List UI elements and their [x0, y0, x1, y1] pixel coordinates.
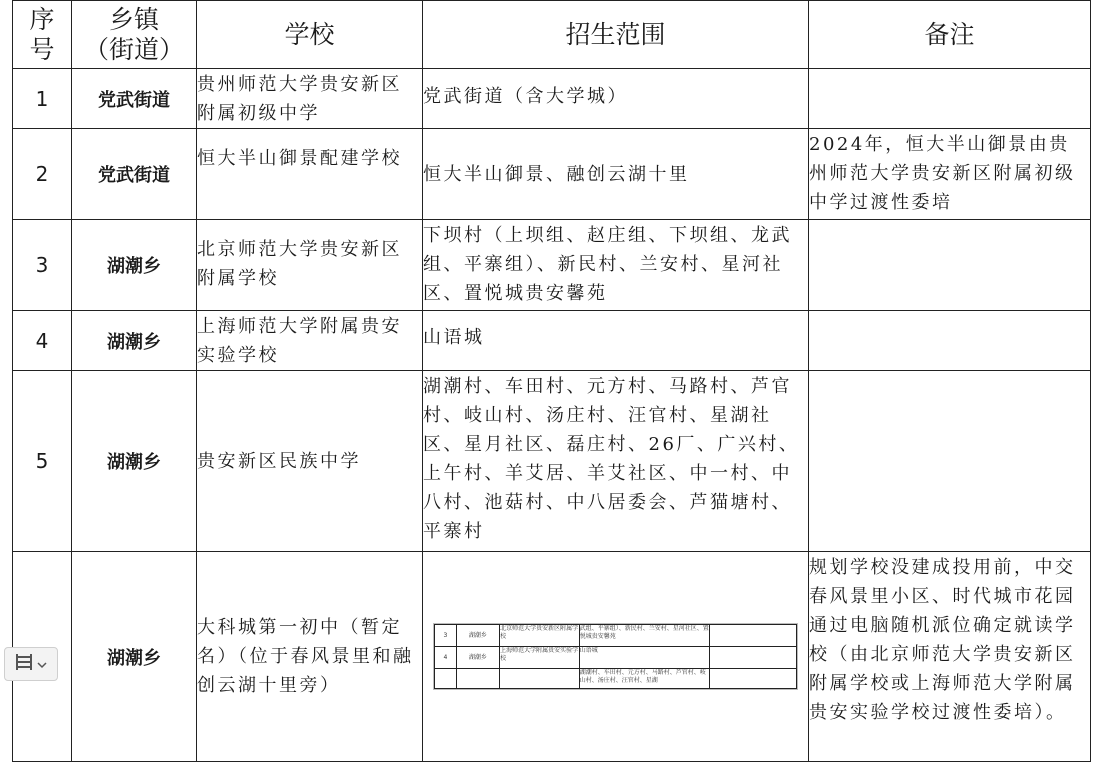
- list-icon: [15, 653, 33, 676]
- embedded-note: [710, 669, 797, 689]
- town-cell: 湖潮乡: [72, 552, 197, 762]
- embedded-table-image: [433, 623, 798, 690]
- seq-cell: 5: [13, 371, 72, 552]
- embedded-range: 武组、平寨组）、新民村、兰安村、星河社区、置悦城贵安馨苑: [579, 625, 709, 647]
- embedded-note: [710, 625, 797, 647]
- range-cell: [423, 552, 809, 762]
- seq-cell: 1: [13, 69, 72, 129]
- school-cell: 恒大半山御景配建学校: [197, 129, 423, 220]
- embedded-school: 上海师范大学附属贵安实验学校: [500, 647, 580, 669]
- table-row: [13, 69, 1091, 129]
- embedded-town: 湖潮乡: [456, 625, 499, 647]
- header-seq: 序 号: [13, 1, 72, 69]
- seq-cell: 3: [13, 220, 72, 311]
- embedded-town: [456, 669, 499, 689]
- header-range: 招生范围: [423, 1, 809, 69]
- embedded-school: 北京师范大学贵安新区附属学校: [500, 625, 580, 647]
- chevron-down-icon: [37, 654, 47, 675]
- embedded-note: [710, 647, 797, 669]
- header-note: 备注: [809, 1, 1091, 69]
- table-row: [13, 371, 1091, 552]
- school-cell: 贵安新区民族中学: [197, 371, 423, 552]
- header-town: 乡镇 （街道）: [72, 1, 197, 69]
- note-cell: [809, 69, 1091, 129]
- school-cell: 大科城第一初中（暂定名）（位于春风景里和融创云湖十里旁）: [197, 552, 423, 762]
- embedded-town: 湖潮乡: [456, 647, 499, 669]
- town-cell: 党武街道: [72, 129, 197, 220]
- embedded-seq: [435, 669, 457, 689]
- floating-menu-control[interactable]: [4, 647, 58, 681]
- enrollment-table: [12, 0, 1091, 762]
- seq-cell: 4: [13, 311, 72, 371]
- embedded-range: 山语城: [579, 647, 709, 669]
- seq-cell: 2: [13, 129, 72, 220]
- range-cell: 山语城: [423, 311, 809, 371]
- town-cell: 湖潮乡: [72, 311, 197, 371]
- table-row: [13, 311, 1091, 371]
- range-cell: 下坝村（上坝组、赵庄组、下坝组、龙武组、平寨组）、新民村、兰安村、星河社区、置悦城贵安馨苑: [423, 220, 809, 311]
- range-cell: 党武街道（含大学城）: [423, 69, 809, 129]
- table-row: [13, 129, 1091, 220]
- embedded-seq: 4: [435, 647, 457, 669]
- table-row: [13, 552, 1091, 762]
- header-school: 学校: [197, 1, 423, 69]
- town-cell: 党武街道: [72, 69, 197, 129]
- town-cell: 湖潮乡: [72, 220, 197, 311]
- note-cell: [809, 311, 1091, 371]
- note-cell: 规划学校没建成投用前，中交春风景里小区、时代城市花园通过电脑随机派位确定就读学校（由北京师范大学贵安新区附属学校或上海师范大学附属贵安实验学校过渡性委培）。: [809, 552, 1091, 762]
- range-cell: 湖潮村、车田村、元方村、马路村、芦官村、岐山村、汤庄村、汪官村、星湖社区、星月社区、磊庄村、26厂、广兴村、上午村、羊艾居、羊艾社区、中一村、中八村、池菇村、中八居委会、芦猫塘村、平寨村: [423, 371, 809, 552]
- embedded-school: [500, 669, 580, 689]
- note-cell: [809, 220, 1091, 311]
- note-cell: 2024年，恒大半山御景由贵州师范大学贵安新区附属初级中学过渡性委培: [809, 129, 1091, 220]
- embedded-seq: 3: [435, 625, 457, 647]
- school-cell: 北京师范大学贵安新区附属学校: [197, 220, 423, 311]
- town-cell: 湖潮乡: [72, 371, 197, 552]
- note-cell: [809, 371, 1091, 552]
- school-cell: 上海师范大学附属贵安实验学校: [197, 311, 423, 371]
- header-row: [13, 1, 1091, 69]
- table-row: [13, 220, 1091, 311]
- school-cell: 贵州师范大学贵安新区附属初级中学: [197, 69, 423, 129]
- range-cell: 恒大半山御景、融创云湖十里: [423, 129, 809, 220]
- embedded-range: 湖潮村、车田村、元方村、马路村、芦官村、岐山村、汤庄村、汪官村、星湖: [579, 669, 709, 689]
